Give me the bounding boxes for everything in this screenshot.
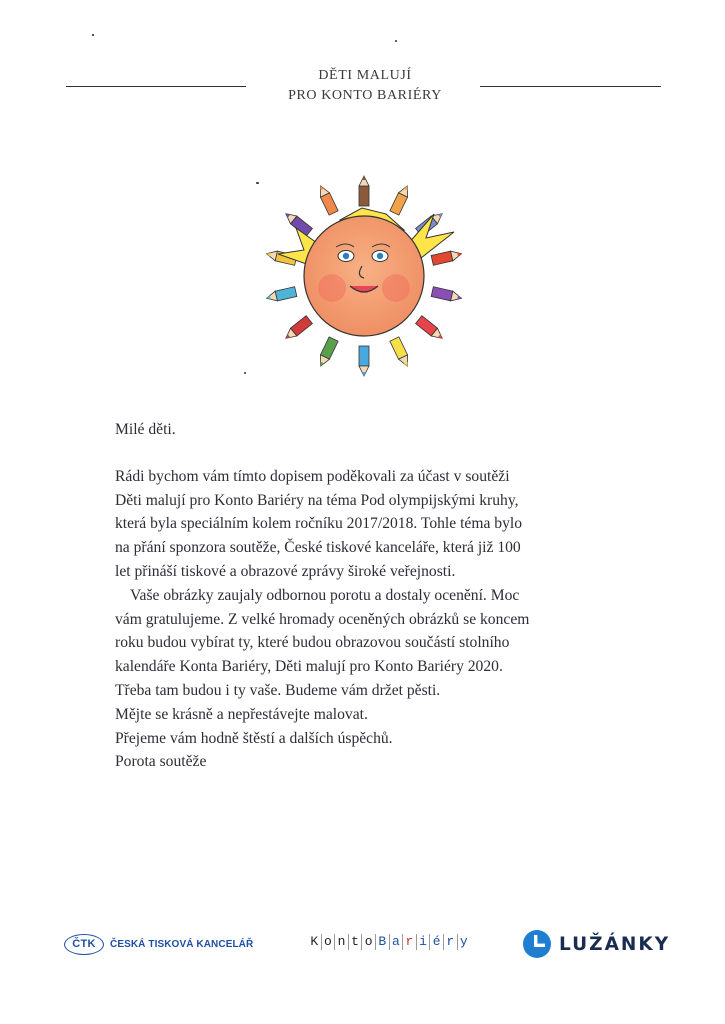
konto-logo-letter: r (444, 934, 458, 950)
letter-line: let přináší tiskové a obrazové zprávy široké veřejnosti. (115, 562, 456, 580)
scan-speck (244, 372, 246, 374)
header-rule-left (66, 86, 246, 87)
scan-speck (395, 40, 397, 42)
konto-bariery-logo (308, 934, 470, 950)
letter-line: Vaše obrázky zaujaly odbornou porotu a dostaly ocenění. Moc (130, 586, 520, 604)
konto-logo-letter: n (335, 934, 349, 950)
letter-body (115, 418, 615, 774)
header-rule-right (480, 86, 661, 87)
konto-logo-letter: y (459, 934, 468, 949)
crayon-ray-icon (390, 337, 412, 368)
crayon-ray-icon (390, 184, 412, 215)
scan-speck (256, 182, 259, 184)
crayon-ray-icon (431, 249, 462, 265)
crayon-ray-icon (316, 337, 338, 368)
letter-line: Přejeme vám hodně štěstí a dalších úspěchů. (115, 729, 393, 747)
konto-logo-letter: o (322, 934, 336, 950)
header-title-line-2: PRO KONTO BARIÉRY (288, 88, 442, 103)
letter-line: která byla speciálním kolem ročníku 2017/2018. Tohle téma bylo (115, 515, 522, 533)
konto-logo-letter: t (349, 934, 363, 950)
letter-line: Děti malují pro Konto Bariéry na téma Pod olympijskými kruhy, (115, 491, 519, 509)
header-title (250, 66, 480, 106)
letter-line: Rádi bychom vám tímto dopisem poděkovali za účast v soutěži (115, 467, 510, 485)
letter-line: na přání sponzora soutěže, České tiskové kanceláře, která již 100 (115, 539, 521, 557)
letter-line: kalendáře Konta Bariéry, Děti malují pro Konto Bariéry 2020. (115, 658, 503, 676)
konto-logo-letter: B (376, 934, 390, 950)
crayon-ray-icon (359, 346, 369, 376)
crayon-ray-icon (265, 287, 296, 303)
ctk-logo (64, 932, 253, 956)
luzanky-logo-name: LUŽÁNKY (559, 933, 671, 955)
letter-line: roku budou vybírat ty, které budou obrazovou součástí stolního (115, 634, 510, 652)
crayon-ray-icon (283, 316, 313, 343)
konto-logo-letter: K (308, 934, 322, 950)
konto-logo-letter: r (403, 934, 417, 950)
konto-logo-letter: i (417, 934, 431, 950)
smiling-sun-with-crayons-icon (258, 168, 470, 380)
luzanky-logo (522, 929, 670, 959)
letter-line: vám gratulujeme. Z velké hromady oceněných obrázků se koncem (115, 610, 530, 628)
letter-greeting: Milé děti. (115, 421, 176, 438)
scan-speck (92, 34, 94, 36)
konto-logo-letter: o (362, 934, 376, 950)
letter-line: Mějte se krásně a nepřestávejte malovat. (115, 705, 368, 723)
crayon-ray-icon (359, 176, 369, 206)
crayon-ray-icon (431, 287, 462, 303)
crayon-ray-icon (416, 316, 446, 343)
ctk-logo-name: ČESKÁ TISKOVÁ KANCELÁŘ (110, 938, 254, 950)
konto-logo-letter: a (390, 934, 404, 950)
konto-logo-letter: é (430, 934, 444, 950)
letter-line: Třeba tam budou i ty vaše. Budeme vám držet pěsti. (115, 681, 441, 699)
luzanky-emblem-icon (522, 929, 552, 959)
ctk-logo-mark: ČTK (64, 934, 104, 955)
letter-signature: Porota soutěže (115, 753, 207, 771)
crayon-ray-icon (316, 184, 338, 215)
header-title-line-1: DĚTI MALUJÍ (318, 68, 412, 83)
